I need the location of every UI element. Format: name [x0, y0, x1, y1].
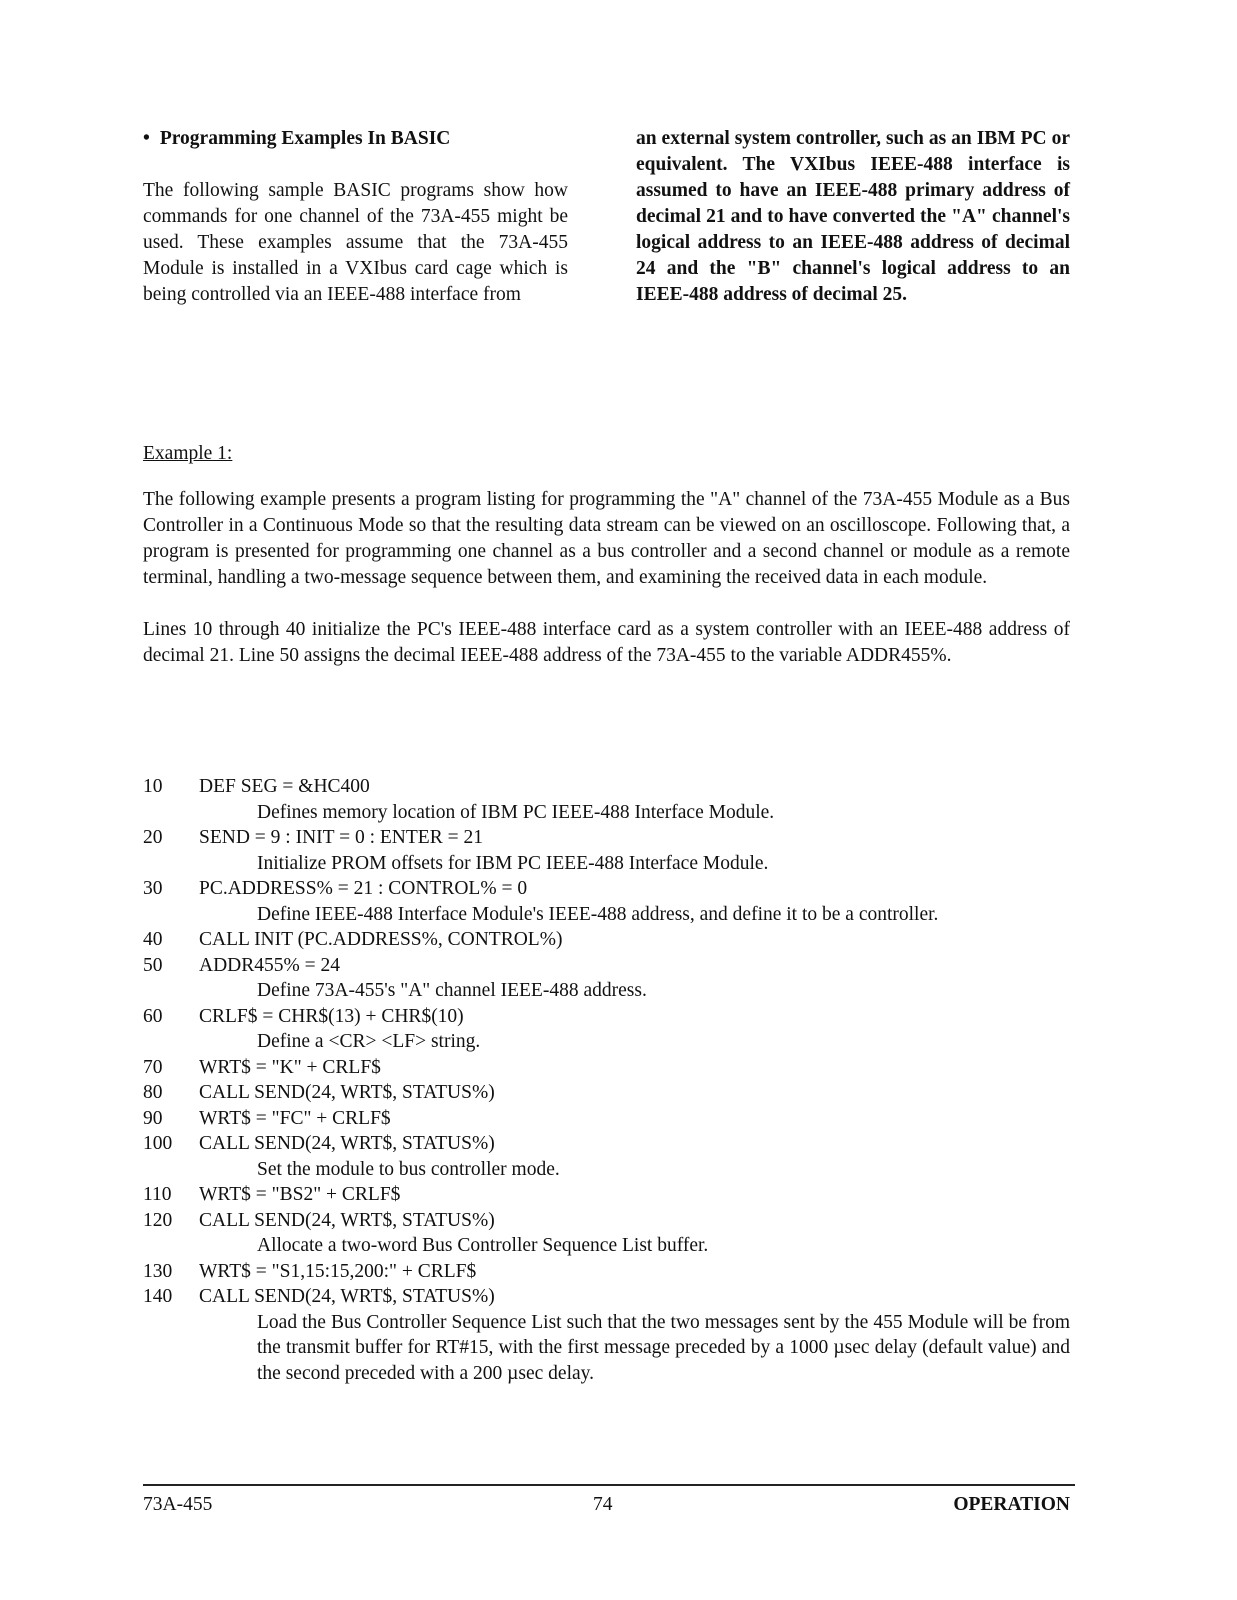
code-statement: CALL SEND(24, WRT$, STATUS%) — [199, 1286, 495, 1307]
line-number: 100 — [143, 1133, 173, 1154]
listing-row — [143, 876, 1070, 902]
listing-entry — [143, 825, 1070, 876]
listing-entry — [143, 953, 1070, 1004]
listing-entry — [143, 1259, 1070, 1285]
line-number: 80 — [143, 1082, 163, 1103]
listing-row — [143, 1284, 1070, 1310]
code-comment: Load the Bus Controller Sequence List such that the two messages sent by the 455 Module will be from the transmit buffer for RT#15, with the first message preceded by a 1000 µsec delay (default value) and the second preceded with a 200 µsec delay. — [257, 1311, 1070, 1384]
section-heading-text: Programming Examples In BASIC — [159, 128, 451, 149]
code-statement: CALL SEND(24, WRT$, STATUS%) — [199, 1082, 495, 1103]
left-column — [143, 126, 568, 308]
listing-row — [143, 774, 1070, 800]
listing-entry — [143, 1208, 1070, 1259]
code-comment: Define a <CR> <LF> string. — [257, 1031, 481, 1052]
program-listing — [143, 774, 1070, 1386]
listing-entry — [143, 1004, 1070, 1055]
line-number: 60 — [143, 1005, 163, 1027]
line-number: 110 — [143, 1184, 172, 1205]
code-statement: CALL SEND(24, WRT$, STATUS%) — [199, 1209, 495, 1231]
intro-paragraph: Lines 10 through 40 initialize the PC's IEEE-488 interface card as a system controller with an IEEE-488 address of decimal 21. Line 50 assigns the decimal IEEE-488 address of the 73A-455 to the variable ADDR455%. — [143, 619, 1070, 666]
code-statement: WRT$ = "K" + CRLF$ — [199, 1056, 381, 1078]
code-comment: Initialize PROM offsets for IBM PC IEEE-488 Interface Module. — [257, 852, 769, 874]
line-number: 20 — [143, 827, 163, 848]
code-statement: ADDR455% = 24 — [199, 954, 340, 976]
line-number: 140 — [143, 1286, 173, 1307]
listing-entry — [143, 774, 1070, 825]
code-comment: Define 73A-455's "A" channel IEEE-488 address. — [257, 980, 647, 1001]
intro-paragraph: The following example presents a program listing for programming the "A" channel of the 73A-455 Module as a Bus Controller in a Continuous Mode so that the resulting data stream can be viewed on an oscilloscope. Following that, a program is presented for programming one channel as a bus controller and a second channel or module as a remote terminal, handling a two-message sequence between them, and examining the received data in each module. — [143, 489, 1070, 588]
listing-row — [143, 1182, 1070, 1208]
line-number: 10 — [143, 776, 163, 797]
footer-model: 73A-455 — [143, 1494, 213, 1515]
left-column-paragraph: The following sample BASIC programs show how commands for one channel of the 73A-455 might be used. These examples assume that the 73A-455 Module is installed in a VXIbus card cage which is being controlled via an IEEE-488 interface from — [143, 180, 568, 305]
right-column — [636, 126, 1070, 308]
listing-row — [143, 825, 1070, 851]
example-heading: Example 1: — [143, 443, 233, 464]
footer-section: OPERATION — [953, 1494, 1070, 1515]
code-statement: CALL SEND(24, WRT$, STATUS%) — [199, 1133, 495, 1154]
code-statement: WRT$ = "S1,15:15,200:" + CRLF$ — [199, 1260, 477, 1282]
listing-row — [143, 1208, 1070, 1234]
code-comment: Set the module to bus controller mode. — [257, 1158, 560, 1180]
code-statement: CRLF$ = CHR$(13) + CHR$(10) — [199, 1005, 464, 1027]
line-number: 50 — [143, 954, 163, 976]
page-number: 74 — [593, 1494, 613, 1515]
line-number: 40 — [143, 929, 163, 950]
right-column-paragraph: an external system controller, such as an IBM PC or equivalent. The VXIbus IEEE-488 interface is assumed to have an IEEE-488 primary address of decimal 21 and to have converted the "A" channel's logical address to an IEEE-488 address of decimal 24 and the "B" channel's logical address to an IEEE-488 address of decimal 25. — [636, 128, 1070, 305]
listing-entry — [143, 1106, 1070, 1132]
listing-row — [143, 1259, 1070, 1285]
line-number: 30 — [143, 878, 163, 899]
intro-text — [143, 487, 1070, 695]
listing-row — [143, 1080, 1070, 1106]
listing-entry — [143, 1055, 1070, 1081]
line-number: 90 — [143, 1107, 163, 1129]
listing-row — [143, 1106, 1070, 1132]
code-comment: Defines memory location of IBM PC IEEE-488 Interface Module. — [257, 801, 775, 823]
listing-entry — [143, 1131, 1070, 1182]
code-statement: SEND = 9 : INIT = 0 : ENTER = 21 — [199, 827, 483, 848]
line-number: 70 — [143, 1056, 163, 1078]
listing-entry — [143, 1284, 1070, 1386]
code-statement: DEF SEG = &HC400 — [199, 776, 370, 797]
code-comment: Allocate a two-word Bus Controller Sequence List buffer. — [257, 1235, 709, 1256]
listing-row — [143, 1131, 1070, 1157]
listing-row — [143, 953, 1070, 979]
code-statement: PC.ADDRESS% = 21 : CONTROL% = 0 — [199, 878, 528, 899]
code-statement: WRT$ = "FC" + CRLF$ — [199, 1107, 391, 1129]
listing-row — [143, 927, 1070, 953]
section-heading — [143, 126, 568, 152]
footer-rule — [143, 1484, 1075, 1486]
listing-entry — [143, 1182, 1070, 1208]
bullet: • — [143, 128, 150, 149]
listing-entry — [143, 1080, 1070, 1106]
code-statement: CALL INIT (PC.ADDRESS%, CONTROL%) — [199, 929, 563, 950]
listing-row — [143, 1055, 1070, 1081]
listing-entry — [143, 927, 1070, 953]
line-number: 120 — [143, 1209, 173, 1231]
line-number: 130 — [143, 1260, 173, 1282]
code-comment: Define IEEE-488 Interface Module's IEEE-488 address, and define it to be a controller. — [257, 903, 939, 925]
listing-entry — [143, 876, 1070, 927]
listing-row — [143, 1004, 1070, 1030]
code-statement: WRT$ = "BS2" + CRLF$ — [199, 1184, 401, 1205]
